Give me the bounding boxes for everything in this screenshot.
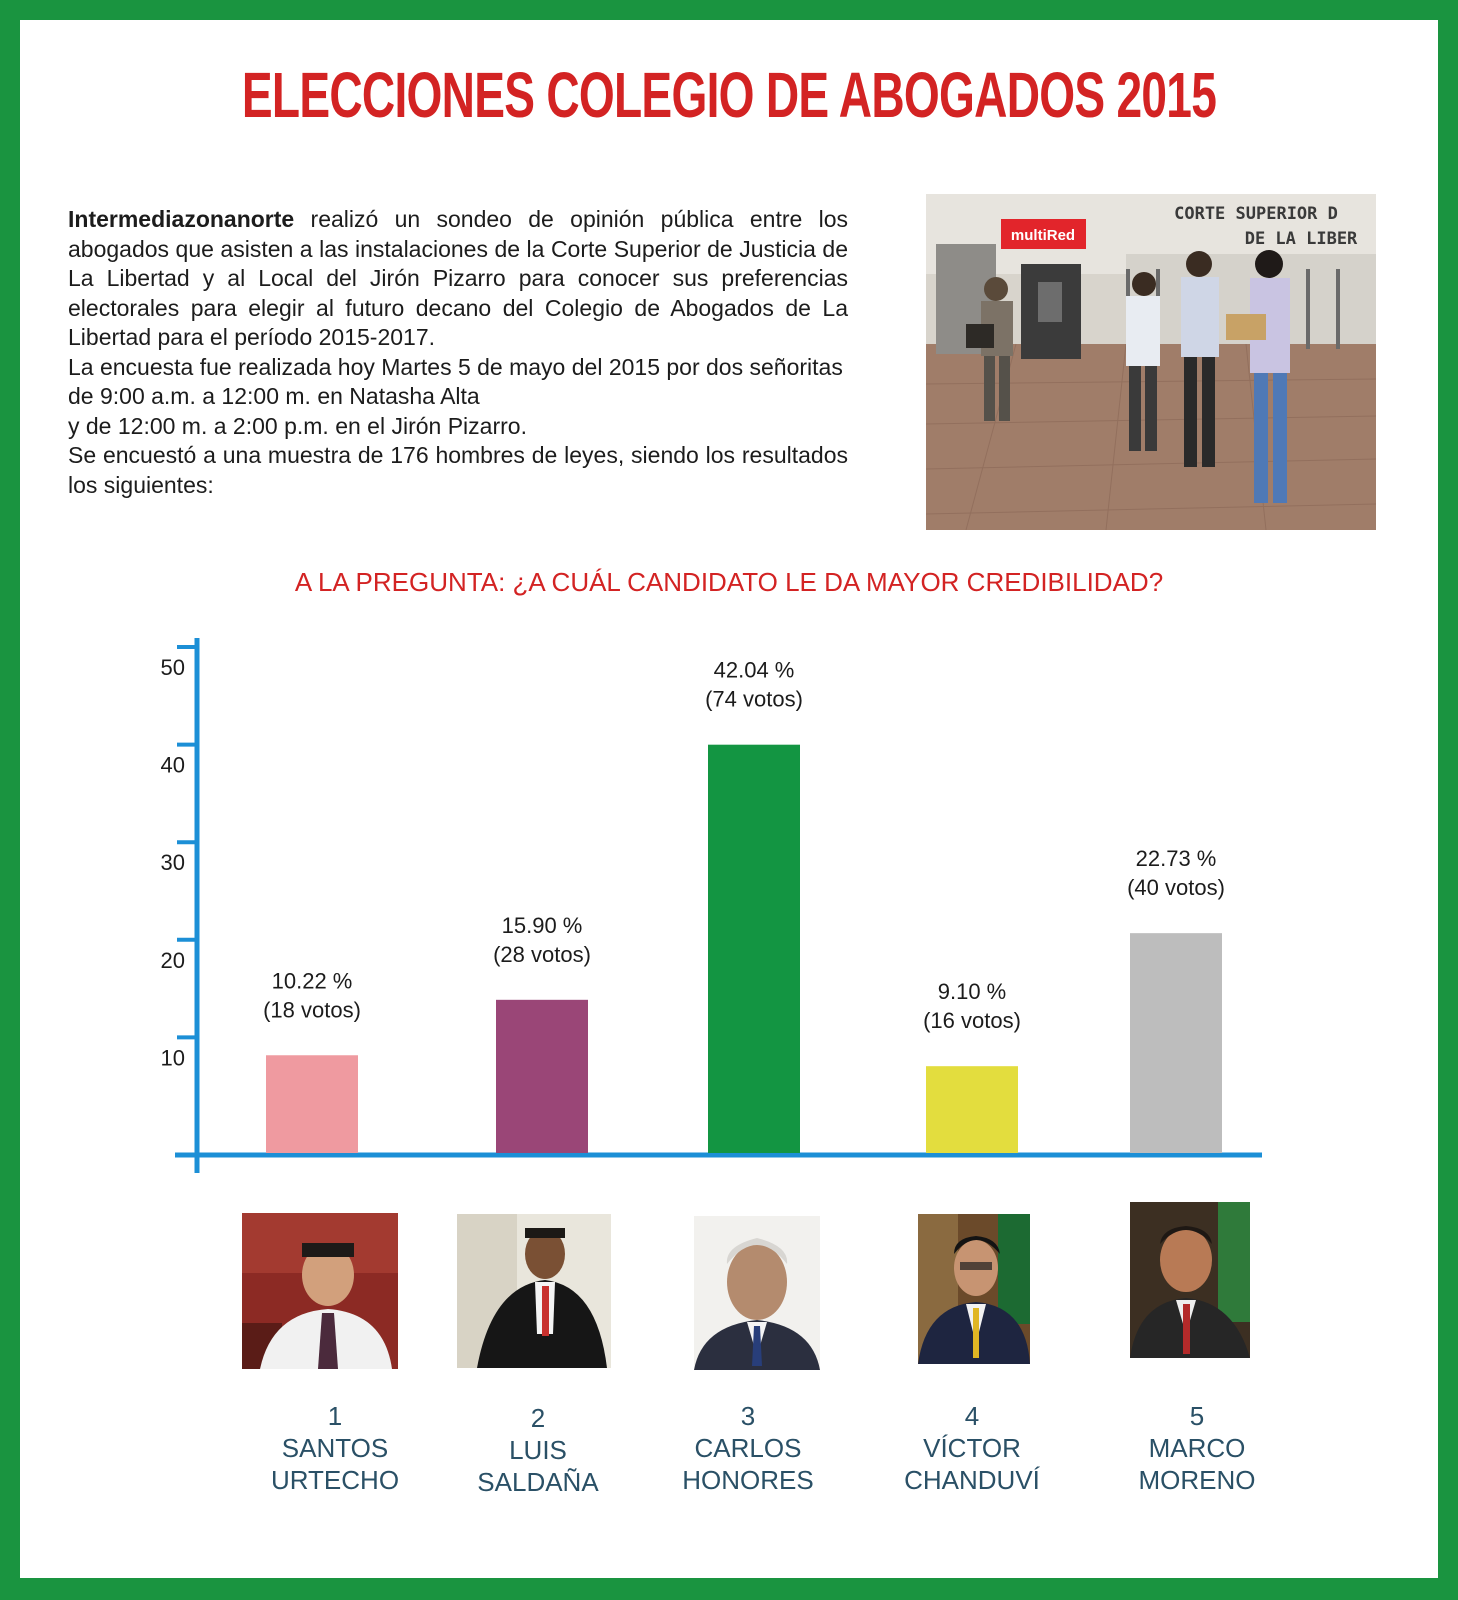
bar-percent-label: 10.22 % — [271, 968, 353, 994]
bar-votes-label: (74 votos) — [705, 686, 803, 712]
intro-paragraph-2a: La encuesta fue realizada hoy Martes 5 de mayo del 2015 por dos señoritas de 9:00 a.m. a 12:00 m. en Natasha Alta — [68, 353, 843, 409]
outlet-name: Intermediazonanorte — [68, 206, 295, 232]
bar — [1130, 933, 1222, 1153]
candidate-2-first-name: LUIS — [509, 1435, 567, 1465]
bar-votes-label: (16 votos) — [923, 1008, 1021, 1034]
bar — [926, 1066, 1018, 1153]
bar-votes-label: (18 votos) — [263, 997, 361, 1023]
bar — [708, 745, 800, 1153]
candidate-1-last-name: URTECHO — [270, 1465, 400, 1495]
intro-paragraph-3: Se encuestó a una muestra de 176 hombres de leyes, siendo los resultados los siguientes: — [68, 442, 848, 498]
bar-percent-label: 15.90 % — [501, 912, 583, 938]
infographic-frame — [20, 20, 1438, 1578]
y-axis-ticks — [161, 647, 197, 1070]
candidate-3-first-name: CARLOS — [694, 1433, 802, 1463]
court-sign-line-2: DE LA LIBER — [1244, 229, 1358, 249]
candidate-2-number: 2 — [530, 1403, 546, 1433]
court-sign-line-1: CORTE SUPERIOR D — [1174, 204, 1338, 224]
multired-logo-text: multiRed — [1010, 227, 1076, 244]
portrait-santos-urtecho — [242, 1213, 398, 1369]
bar-percent-label: 9.10 % — [937, 979, 1007, 1005]
bar — [266, 1055, 358, 1153]
candidate-4-label — [872, 1400, 1072, 1496]
candidate-2-last-name: SALDAÑA — [477, 1467, 599, 1497]
portrait-luis-saldana — [457, 1214, 611, 1368]
candidate-5-first-name: MARCO — [1148, 1433, 1246, 1463]
candidate-5-label — [1097, 1400, 1297, 1496]
portrait-marco-moreno — [1130, 1202, 1250, 1358]
portrait-victor-chanduvi — [918, 1214, 1030, 1364]
candidate-2-label — [438, 1402, 638, 1498]
candidate-3-label — [648, 1400, 848, 1496]
candidate-4-number: 4 — [964, 1401, 980, 1431]
candidate-5-number: 5 — [1189, 1401, 1205, 1431]
bar-percent-label: 22.73 % — [1135, 846, 1217, 872]
candidate-1-number: 1 — [327, 1401, 343, 1431]
bar-percent-label: 42.04 % — [713, 657, 795, 683]
intro-paragraph-2b: y de 12:00 m. a 2:00 p.m. en el Jirón Pizarro. — [68, 412, 527, 439]
bar-votes-label: (28 votos) — [493, 941, 591, 967]
y-tick-label: 20 — [160, 947, 185, 973]
bar-votes-label: (40 votos) — [1127, 875, 1225, 901]
survey-question: A LA PREGUNTA: ¿A CUÁL CANDIDATO LE DA MAYOR CREDIBILIDAD? — [294, 567, 1164, 597]
intro-paragraph-1-rest: realizó un sondeo de opinión pública entre los abogados que asisten a las instalaciones de la Corte Superior de Justicia de La Libertad y al Local del Jirón Pizarro para conocer sus preferencias electorales para elegir al futuro decano del Colegio de Abogados de La Libertad para el período 2015-2017. — [68, 206, 848, 350]
candidate-1-first-name: SANTOS — [281, 1433, 389, 1463]
candidate-3-number: 3 — [740, 1401, 756, 1431]
candidate-4-first-name: VÍCTOR — [923, 1433, 1021, 1463]
candidate-1-label — [235, 1400, 435, 1496]
y-tick-label: 40 — [160, 752, 185, 778]
y-tick-label: 30 — [160, 850, 185, 876]
y-tick-label: 50 — [160, 655, 185, 680]
candidate-5-last-name: MORENO — [1138, 1465, 1256, 1495]
candidate-4-last-name: CHANDUVÍ — [904, 1465, 1040, 1495]
chart-bars — [266, 745, 1222, 1153]
portrait-carlos-honores — [694, 1216, 820, 1370]
y-tick-label: 10 — [160, 1045, 185, 1071]
candidate-3-last-name: HONORES — [682, 1465, 814, 1495]
page-title: ELECCIONES COLEGIO DE ABOGADOS 2015 — [241, 59, 1217, 131]
bar — [496, 1000, 588, 1153]
